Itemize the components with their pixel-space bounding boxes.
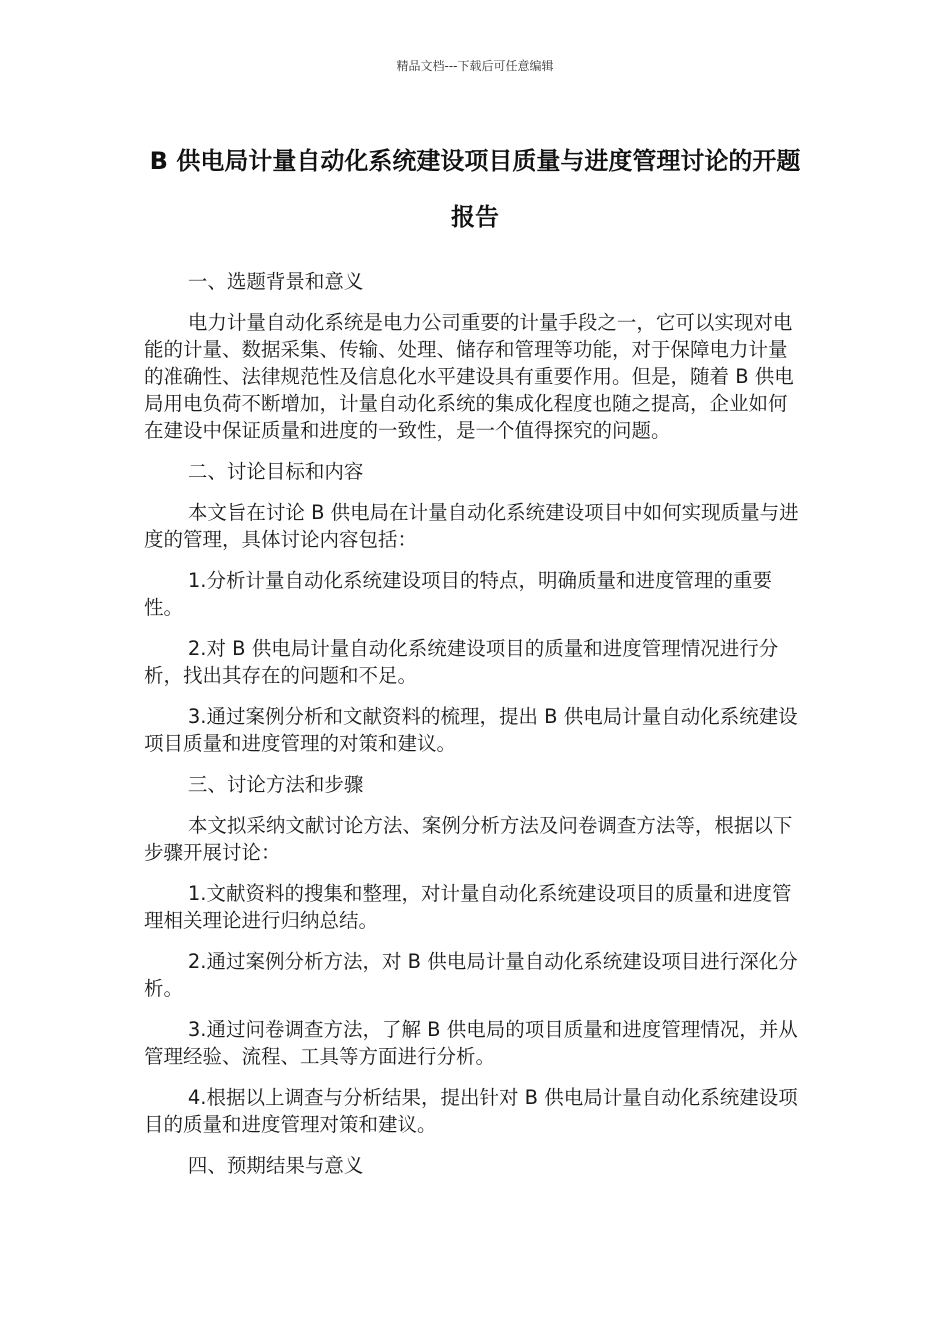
section-heading-objectives: 二、讨论目标和内容 [187,460,364,483]
document-body [144,268,804,1193]
paragraph-objectives-intro: 本文旨在讨论 B 供电局在计量自动化系统建设项目中如何实现质量与进度的管理，具体讨论内容包括： [144,501,799,551]
objective-item-3: 3.通过案例分析和文献资料的梳理，提出 B 供电局计量自动化系统建设项目质量和进度管理的对策和建议。 [144,705,798,755]
method-step-4: 4.根据以上调查与分析结果，提出针对 B 供电局计量自动化系统建设项目的质量和进度管理对策和建议。 [144,1086,798,1136]
objective-item-2: 2.对 B 供电局计量自动化系统建设项目的质量和进度管理情况进行分析，找出其存在的问题和不足。 [144,637,779,687]
section-heading-methods: 三、讨论方法和步骤 [187,773,364,796]
paragraph-methods-intro: 本文拟采纳文献讨论方法、案例分析方法及问卷调查方法等，根据以下步骤开展讨论： [144,814,793,864]
page-header-note: 精品文档---下载后可任意编辑 [396,59,554,73]
section-heading-expected-results: 四、预期结果与意义 [187,1154,364,1177]
document-title: B 供电局计量自动化系统建设项目质量与进度管理讨论的开题报告 [149,147,801,231]
method-step-3: 3.通过问卷调查方法，了解 B 供电局的项目质量和进度管理情况，并从管理经验、流程、工具等方面进行分析。 [144,1018,798,1068]
objective-item-1: 1.分析计量自动化系统建设项目的特点，明确质量和进度管理的重要性。 [144,569,772,619]
method-step-2: 2.通过案例分析方法，对 B 供电局计量自动化系统建设项目进行深化分析。 [144,950,798,1000]
method-step-1: 1.文献资料的搜集和整理，对计量自动化系统建设项目的质量和进度管理相关理论进行归纳总结。 [144,882,792,932]
section-heading-background: 一、选题背景和意义 [187,270,364,293]
paragraph-background: 电力计量自动化系统是电力公司重要的计量手段之一，它可以实现对电能的计量、数据采集、传输、处理、储存和管理等功能，对于保障电力计量的准确性、法律规范性及信息化水平建设具有重要作用。但是，随着 B 供电局用电负荷不断增加，计量自动化系统的集成化程度也随之提高，企业如何在建设中保证质量和进度的一致性，是一个值得探究的问题。 [144,311,794,442]
